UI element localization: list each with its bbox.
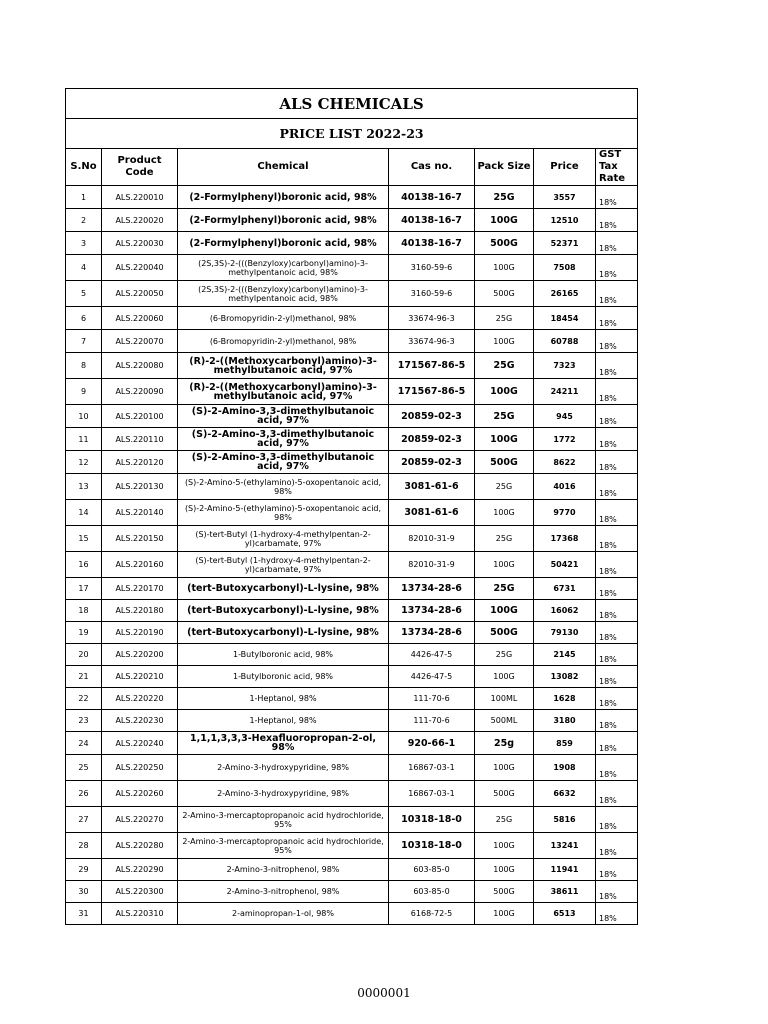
cell-gst: 18% <box>596 232 638 255</box>
cell-gst: 18% <box>596 379 638 405</box>
cell-price: 6731 <box>534 578 596 600</box>
cell-sno: 17 <box>66 578 102 600</box>
cell-pack: 25G <box>475 644 534 666</box>
cell-code: ALS.220260 <box>102 781 178 807</box>
cell-chem: (S)-tert-Butyl (1-hydroxy-4-methylpentan-2-yl)carbamate, 97% <box>178 552 389 578</box>
cell-sno: 2 <box>66 209 102 232</box>
cell-sno: 28 <box>66 833 102 859</box>
table-row <box>66 281 638 307</box>
cell-chem: (R)-2-((Methoxycarbonyl)amino)-3-methylbutanoic acid, 97% <box>178 353 389 379</box>
cell-sno: 11 <box>66 428 102 451</box>
cell-cas: 3160-59-6 <box>389 255 475 281</box>
cell-price: 79130 <box>534 622 596 644</box>
cell-price: 4016 <box>534 474 596 500</box>
cell-code: ALS.220020 <box>102 209 178 232</box>
cell-chem: (2-Formylphenyl)boronic acid, 98% <box>178 232 389 255</box>
cell-pack: 25G <box>475 807 534 833</box>
table-row <box>66 688 638 710</box>
cell-sno: 12 <box>66 451 102 474</box>
cell-pack: 100G <box>475 428 534 451</box>
cell-chem: (2-Formylphenyl)boronic acid, 98% <box>178 209 389 232</box>
cell-code: ALS.220060 <box>102 307 178 330</box>
table-row <box>66 781 638 807</box>
cell-cas: 6168-72-5 <box>389 903 475 925</box>
cell-gst: 18% <box>596 255 638 281</box>
cell-code: ALS.220220 <box>102 688 178 710</box>
table-row <box>66 209 638 232</box>
cell-pack: 100G <box>475 330 534 353</box>
cell-price: 60788 <box>534 330 596 353</box>
cell-chem: (tert-Butoxycarbonyl)-L-lysine, 98% <box>178 600 389 622</box>
cell-pack: 500G <box>475 781 534 807</box>
cell-gst: 18% <box>596 307 638 330</box>
cell-cas: 603-85-0 <box>389 881 475 903</box>
cell-code: ALS.220110 <box>102 428 178 451</box>
cell-code: ALS.220100 <box>102 405 178 428</box>
cell-pack: 100G <box>475 833 534 859</box>
table-row <box>66 552 638 578</box>
cell-chem: (S)-2-Amino-3,3-dimethylbutanoic acid, 97% <box>178 428 389 451</box>
cell-cas: 16867-03-1 <box>389 755 475 781</box>
header-chemical: Chemical <box>178 149 389 186</box>
cell-cas: 3081-61-6 <box>389 474 475 500</box>
cell-cas: 920-66-1 <box>389 732 475 755</box>
cell-cas: 171567-86-5 <box>389 353 475 379</box>
cell-code: ALS.220010 <box>102 186 178 209</box>
cell-chem: (2S,3S)-2-(((Benzyloxy)carbonyl)amino)-3-methylpentanoic acid, 98% <box>178 281 389 307</box>
cell-gst: 18% <box>596 903 638 925</box>
cell-cas: 4426-47-5 <box>389 644 475 666</box>
cell-sno: 3 <box>66 232 102 255</box>
cell-code: ALS.220290 <box>102 859 178 881</box>
cell-sno: 8 <box>66 353 102 379</box>
cell-sno: 19 <box>66 622 102 644</box>
cell-cas: 20859-02-3 <box>389 428 475 451</box>
cell-price: 3557 <box>534 186 596 209</box>
cell-gst: 18% <box>596 526 638 552</box>
cell-pack: 100ML <box>475 688 534 710</box>
cell-sno: 9 <box>66 379 102 405</box>
cell-cas: 13734-28-6 <box>389 600 475 622</box>
table-row <box>66 807 638 833</box>
cell-chem: 2-Amino-3-hydroxypyridine, 98% <box>178 755 389 781</box>
cell-cas: 40138-16-7 <box>389 186 475 209</box>
cell-cas: 20859-02-3 <box>389 405 475 428</box>
cell-cas: 40138-16-7 <box>389 209 475 232</box>
cell-chem: 2-Amino-3-hydroxypyridine, 98% <box>178 781 389 807</box>
cell-sno: 21 <box>66 666 102 688</box>
cell-code: ALS.220070 <box>102 330 178 353</box>
cell-gst: 18% <box>596 881 638 903</box>
cell-code: ALS.220170 <box>102 578 178 600</box>
cell-pack: 100G <box>475 552 534 578</box>
cell-gst: 18% <box>596 428 638 451</box>
header-price: Price <box>534 149 596 186</box>
cell-code: ALS.220150 <box>102 526 178 552</box>
cell-code: ALS.220270 <box>102 807 178 833</box>
cell-code: ALS.220090 <box>102 379 178 405</box>
table-row <box>66 903 638 925</box>
table-row <box>66 732 638 755</box>
table-row <box>66 232 638 255</box>
cell-code: ALS.220210 <box>102 666 178 688</box>
cell-price: 11941 <box>534 859 596 881</box>
cell-code: ALS.220310 <box>102 903 178 925</box>
cell-price: 6513 <box>534 903 596 925</box>
page-number: 0000001 <box>357 986 411 1000</box>
table-row <box>66 330 638 353</box>
cell-pack: 25G <box>475 526 534 552</box>
table-row <box>66 644 638 666</box>
cell-price: 9770 <box>534 500 596 526</box>
cell-cas: 20859-02-3 <box>389 451 475 474</box>
cell-cas: 16867-03-1 <box>389 781 475 807</box>
cell-cas: 13734-28-6 <box>389 578 475 600</box>
cell-price: 18454 <box>534 307 596 330</box>
cell-chem: (S)-2-Amino-5-(ethylamino)-5-oxopentanoic acid, 98% <box>178 474 389 500</box>
table-row <box>66 526 638 552</box>
cell-gst: 18% <box>596 578 638 600</box>
cell-code: ALS.220230 <box>102 710 178 732</box>
cell-chem: 2-Amino-3-mercaptopropanoic acid hydrochloride, 95% <box>178 833 389 859</box>
cell-chem: (2S,3S)-2-(((Benzyloxy)carbonyl)amino)-3-methylpentanoic acid, 98% <box>178 255 389 281</box>
table-row <box>66 405 638 428</box>
cell-chem: 1-Butylboronic acid, 98% <box>178 644 389 666</box>
price-list-sheet <box>65 88 637 925</box>
cell-code: ALS.220180 <box>102 600 178 622</box>
cell-gst: 18% <box>596 833 638 859</box>
cell-chem: 2-Amino-3-mercaptopropanoic acid hydrochloride, 95% <box>178 807 389 833</box>
cell-gst: 18% <box>596 353 638 379</box>
cell-cas: 33674-96-3 <box>389 330 475 353</box>
cell-pack: 500G <box>475 451 534 474</box>
price-list-title: PRICE LIST 2022-23 <box>66 119 638 149</box>
cell-cas: 10318-18-0 <box>389 833 475 859</box>
table-row <box>66 833 638 859</box>
cell-pack: 500G <box>475 622 534 644</box>
cell-chem: 1,1,1,3,3,3-Hexafluoropropan-2-ol, 98% <box>178 732 389 755</box>
table-row <box>66 428 638 451</box>
cell-chem: (6-Bromopyridin-2-yl)methanol, 98% <box>178 307 389 330</box>
cell-cas: 82010-31-9 <box>389 526 475 552</box>
cell-gst: 18% <box>596 552 638 578</box>
cell-price: 3180 <box>534 710 596 732</box>
cell-gst: 18% <box>596 859 638 881</box>
table-row <box>66 474 638 500</box>
cell-sno: 16 <box>66 552 102 578</box>
cell-sno: 15 <box>66 526 102 552</box>
cell-pack: 100G <box>475 255 534 281</box>
cell-sno: 26 <box>66 781 102 807</box>
cell-code: ALS.220050 <box>102 281 178 307</box>
cell-chem: (tert-Butoxycarbonyl)-L-lysine, 98% <box>178 578 389 600</box>
cell-gst: 18% <box>596 330 638 353</box>
table-row <box>66 255 638 281</box>
cell-pack: 25G <box>475 474 534 500</box>
header-cas-no: Cas no. <box>389 149 475 186</box>
cell-cas: 33674-96-3 <box>389 307 475 330</box>
cell-code: ALS.220040 <box>102 255 178 281</box>
cell-chem: (S)-tert-Butyl (1-hydroxy-4-methylpentan-2-yl)carbamate, 97% <box>178 526 389 552</box>
table-row <box>66 755 638 781</box>
cell-sno: 7 <box>66 330 102 353</box>
cell-pack: 25G <box>475 353 534 379</box>
cell-gst: 18% <box>596 405 638 428</box>
cell-price: 7323 <box>534 353 596 379</box>
cell-pack: 25g <box>475 732 534 755</box>
cell-gst: 18% <box>596 688 638 710</box>
cell-code: ALS.220300 <box>102 881 178 903</box>
cell-pack: 500G <box>475 281 534 307</box>
cell-gst: 18% <box>596 644 638 666</box>
table-row <box>66 859 638 881</box>
cell-price: 6632 <box>534 781 596 807</box>
cell-cas: 10318-18-0 <box>389 807 475 833</box>
company-title: ALS CHEMICALS <box>66 89 638 119</box>
cell-price: 1908 <box>534 755 596 781</box>
cell-cas: 13734-28-6 <box>389 622 475 644</box>
cell-cas: 40138-16-7 <box>389 232 475 255</box>
cell-price: 8622 <box>534 451 596 474</box>
cell-price: 1628 <box>534 688 596 710</box>
cell-price: 2145 <box>534 644 596 666</box>
cell-chem: 1-Butylboronic acid, 98% <box>178 666 389 688</box>
cell-cas: 111-70-6 <box>389 710 475 732</box>
cell-price: 52371 <box>534 232 596 255</box>
cell-sno: 22 <box>66 688 102 710</box>
table-row <box>66 622 638 644</box>
cell-pack: 25G <box>475 405 534 428</box>
cell-price: 13241 <box>534 833 596 859</box>
cell-chem: 1-Heptanol, 98% <box>178 710 389 732</box>
cell-price: 12510 <box>534 209 596 232</box>
cell-pack: 100G <box>475 666 534 688</box>
cell-code: ALS.220250 <box>102 755 178 781</box>
cell-pack: 100G <box>475 755 534 781</box>
cell-sno: 23 <box>66 710 102 732</box>
cell-code: ALS.220280 <box>102 833 178 859</box>
cell-cas: 603-85-0 <box>389 859 475 881</box>
cell-sno: 13 <box>66 474 102 500</box>
cell-cas: 111-70-6 <box>389 688 475 710</box>
cell-sno: 27 <box>66 807 102 833</box>
table-row <box>66 710 638 732</box>
cell-gst: 18% <box>596 755 638 781</box>
cell-chem: 2-Amino-3-nitrophenol, 98% <box>178 859 389 881</box>
cell-chem: (tert-Butoxycarbonyl)-L-lysine, 98% <box>178 622 389 644</box>
cell-sno: 14 <box>66 500 102 526</box>
cell-pack: 100G <box>475 209 534 232</box>
table-row <box>66 353 638 379</box>
table-row <box>66 307 638 330</box>
cell-pack: 100G <box>475 500 534 526</box>
cell-gst: 18% <box>596 622 638 644</box>
cell-pack: 100G <box>475 859 534 881</box>
cell-sno: 29 <box>66 859 102 881</box>
table-row <box>66 186 638 209</box>
table-body <box>66 186 638 925</box>
cell-chem: 1-Heptanol, 98% <box>178 688 389 710</box>
cell-gst: 18% <box>596 666 638 688</box>
cell-pack: 500ML <box>475 710 534 732</box>
cell-chem: (S)-2-Amino-5-(ethylamino)-5-oxopentanoic acid, 98% <box>178 500 389 526</box>
cell-price: 7508 <box>534 255 596 281</box>
header-pack-size: Pack Size <box>475 149 534 186</box>
cell-sno: 10 <box>66 405 102 428</box>
cell-code: ALS.220130 <box>102 474 178 500</box>
cell-cas: 3081-61-6 <box>389 500 475 526</box>
cell-code: ALS.220030 <box>102 232 178 255</box>
cell-price: 17368 <box>534 526 596 552</box>
cell-chem: (S)-2-Amino-3,3-dimethylbutanoic acid, 97% <box>178 451 389 474</box>
price-table <box>65 88 638 925</box>
cell-sno: 4 <box>66 255 102 281</box>
cell-sno: 30 <box>66 881 102 903</box>
cell-price: 26165 <box>534 281 596 307</box>
cell-sno: 25 <box>66 755 102 781</box>
cell-chem: (S)-2-Amino-3,3-dimethylbutanoic acid, 97% <box>178 405 389 428</box>
cell-price: 13082 <box>534 666 596 688</box>
header-sno: S.No <box>66 149 102 186</box>
cell-chem: (2-Formylphenyl)boronic acid, 98% <box>178 186 389 209</box>
cell-chem: (6-Bromopyridin-2-yl)methanol, 98% <box>178 330 389 353</box>
cell-cas: 4426-47-5 <box>389 666 475 688</box>
cell-price: 945 <box>534 405 596 428</box>
cell-sno: 20 <box>66 644 102 666</box>
cell-price: 1772 <box>534 428 596 451</box>
cell-price: 859 <box>534 732 596 755</box>
table-row <box>66 600 638 622</box>
cell-gst: 18% <box>596 732 638 755</box>
header-product-code: Product Code <box>102 149 178 186</box>
cell-gst: 18% <box>596 474 638 500</box>
cell-price: 38611 <box>534 881 596 903</box>
cell-pack: 100G <box>475 600 534 622</box>
cell-price: 50421 <box>534 552 596 578</box>
cell-gst: 18% <box>596 209 638 232</box>
cell-code: ALS.220080 <box>102 353 178 379</box>
cell-pack: 25G <box>475 578 534 600</box>
cell-pack: 25G <box>475 186 534 209</box>
cell-pack: 100G <box>475 379 534 405</box>
cell-gst: 18% <box>596 807 638 833</box>
cell-price: 5816 <box>534 807 596 833</box>
table-row <box>66 666 638 688</box>
cell-cas: 3160-59-6 <box>389 281 475 307</box>
table-row <box>66 881 638 903</box>
cell-pack: 100G <box>475 903 534 925</box>
cell-cas: 171567-86-5 <box>389 379 475 405</box>
cell-gst: 18% <box>596 281 638 307</box>
cell-gst: 18% <box>596 781 638 807</box>
cell-gst: 18% <box>596 600 638 622</box>
cell-sno: 1 <box>66 186 102 209</box>
cell-sno: 5 <box>66 281 102 307</box>
cell-gst: 18% <box>596 500 638 526</box>
cell-code: ALS.220190 <box>102 622 178 644</box>
cell-sno: 31 <box>66 903 102 925</box>
cell-gst: 18% <box>596 451 638 474</box>
cell-sno: 18 <box>66 600 102 622</box>
header-gst-tax-rate: GST Tax Rate <box>596 149 638 186</box>
cell-sno: 24 <box>66 732 102 755</box>
cell-code: ALS.220160 <box>102 552 178 578</box>
table-row <box>66 379 638 405</box>
cell-sno: 6 <box>66 307 102 330</box>
cell-code: ALS.220200 <box>102 644 178 666</box>
cell-gst: 18% <box>596 710 638 732</box>
cell-code: ALS.220240 <box>102 732 178 755</box>
table-row <box>66 500 638 526</box>
cell-chem: 2-Amino-3-nitrophenol, 98% <box>178 881 389 903</box>
table-row <box>66 451 638 474</box>
cell-pack: 25G <box>475 307 534 330</box>
table-row <box>66 578 638 600</box>
cell-gst: 18% <box>596 186 638 209</box>
cell-price: 24211 <box>534 379 596 405</box>
cell-code: ALS.220120 <box>102 451 178 474</box>
cell-chem: (R)-2-((Methoxycarbonyl)amino)-3-methylbutanoic acid, 97% <box>178 379 389 405</box>
cell-pack: 500G <box>475 232 534 255</box>
cell-code: ALS.220140 <box>102 500 178 526</box>
cell-price: 16062 <box>534 600 596 622</box>
cell-chem: 2-aminopropan-1-ol, 98% <box>178 903 389 925</box>
cell-cas: 82010-31-9 <box>389 552 475 578</box>
cell-pack: 500G <box>475 881 534 903</box>
